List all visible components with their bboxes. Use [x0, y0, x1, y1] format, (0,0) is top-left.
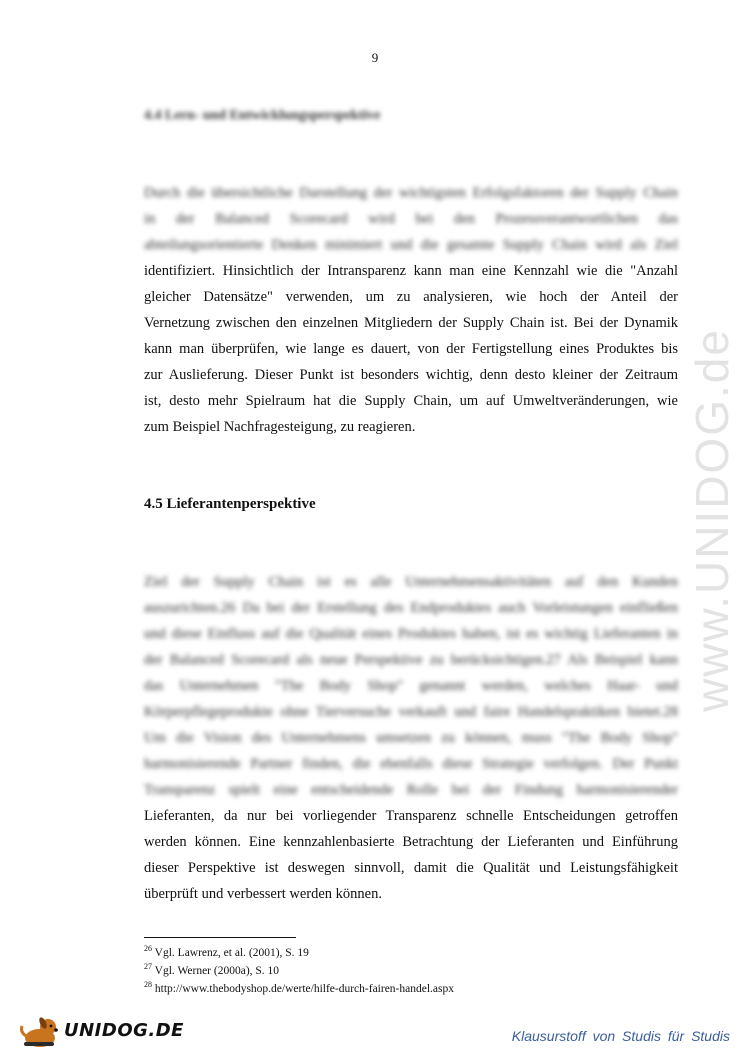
text-line: abteilungsorientierte Denken minimiert und die gesamte Supply Chain wird als Ziel [144, 237, 678, 253]
text-line: und diese Einfluss auf die Qualität eines Produktes haben, ist es wichtig Lieferanten in [144, 626, 678, 642]
unidog-logo[interactable] [18, 1014, 184, 1050]
footnote-text: Vgl. Werner (2000a), S. 10 [154, 964, 280, 977]
footnote-number: 28 [144, 979, 152, 989]
text-line: Um die Vision des Unternehmens umsetzen zu können, muss "The Body Shop" [144, 730, 678, 746]
text-line: ist, desto mehr Spielraum hat die Supply Chain, um auf Umweltveränderungen, wie [144, 393, 678, 409]
text-line: das Unternehmen "The Body Shop" genannt werden, welches Haar- und [144, 678, 678, 694]
text-line: überprüft und verbessert werden können. [144, 886, 382, 902]
footnote-number: 26 [144, 944, 152, 953]
text-line: Lieferanten, da nur bei vorliegender Transparenz schnelle Entscheidungen getroffen [144, 808, 678, 824]
text-line: gleicher Datensätze" verwenden, um zu analysieren, wie hoch der Anteil der [144, 289, 678, 305]
text-line: zur Auslieferung. Dieser Punkt ist besonders wichtig, denn desto kleiner der Zeitraum [144, 367, 678, 383]
section-4-4-blurred-text [144, 180, 678, 258]
text-line: harmonisierende Partner finden, die ebenfalls diese Strategie verfolgen. Der Punkt [144, 756, 678, 772]
text-line: werden können. Eine kennzahlenbasierte Betrachtung der Lieferanten und Einführung [144, 834, 678, 850]
footnote-divider [144, 937, 296, 938]
text-line: kann man überprüfen, wie lange es dauert, von der Fertigstellung eines Produktes bis [144, 341, 678, 357]
footnote [144, 960, 454, 978]
footnotes [144, 942, 454, 995]
footnote [144, 942, 454, 960]
text-line: zum Beispiel Nachfragesteigung, zu reagieren. [144, 419, 416, 435]
section-4-4-heading: 4.4 Lern- und Entwicklungsperspektive [144, 108, 381, 123]
section-4-5-heading: 4.5 Lieferantenperspektive [144, 496, 316, 512]
text-line: Ziel der Supply Chain ist es alle Unternehmensaktivitäten auf den Kunden [144, 574, 678, 590]
section-4-4-paragraph [144, 258, 678, 440]
text-line: Körperpflegeprodukte ohne Tierversuche verkauft und faire Handelspraktiken bietet.28 [144, 704, 678, 720]
footnote-number: 27 [144, 961, 152, 971]
text-line: in der Balanced Scorecard wird bei den Prozessverantwortlichen das [144, 211, 678, 227]
text-line: Transparenz spielt eine entscheidende Rolle bei der Findung harmonisierender [144, 782, 678, 798]
text-line: Durch die übersichtliche Darstellung der wichtigsten Erfolgsfaktoren der Supply Chain [144, 185, 678, 201]
slogan: Klausurstoff von Studis für Studis [511, 1028, 730, 1044]
footnote [144, 978, 454, 996]
section-4-5-paragraph [144, 803, 678, 907]
text-line: dieser Perspektive ist deswegen sinnvoll, damit die Qualität und Leistungsfähigkeit [144, 860, 678, 876]
text-line: Vernetzung zwischen den einzelnen Mitgliedern der Supply Chain ist. Bei der Dynamik [144, 315, 678, 331]
watermark: www.UNIDOG.de [686, 328, 738, 712]
section-4-5-blurred-text [144, 569, 678, 803]
text-line: identifiziert. Hinsichtlich der Intransparenz kann man eine Kennzahl wie die "Anzahl [144, 263, 678, 279]
footnote-link[interactable]: http://www.thebodyshop.de/werte/hilfe-durch-fairen-handel.aspx [154, 982, 454, 995]
footnote-text: Vgl. Lawrenz, et al. (2001), S. 19 [154, 946, 309, 959]
logo-text: UNIDOG.DE [64, 1020, 184, 1041]
page-number: 9 [371, 50, 379, 65]
dog-mascot-icon [18, 1014, 62, 1050]
text-line: der Balanced Scorecard als neue Perspektive zu berücksichtigen.27 Als Beispiel kann [144, 652, 678, 668]
text-line: auszurichten.26 Da bei der Erstellung des Endproduktes auch Vorleistungen einfließen [144, 600, 678, 616]
